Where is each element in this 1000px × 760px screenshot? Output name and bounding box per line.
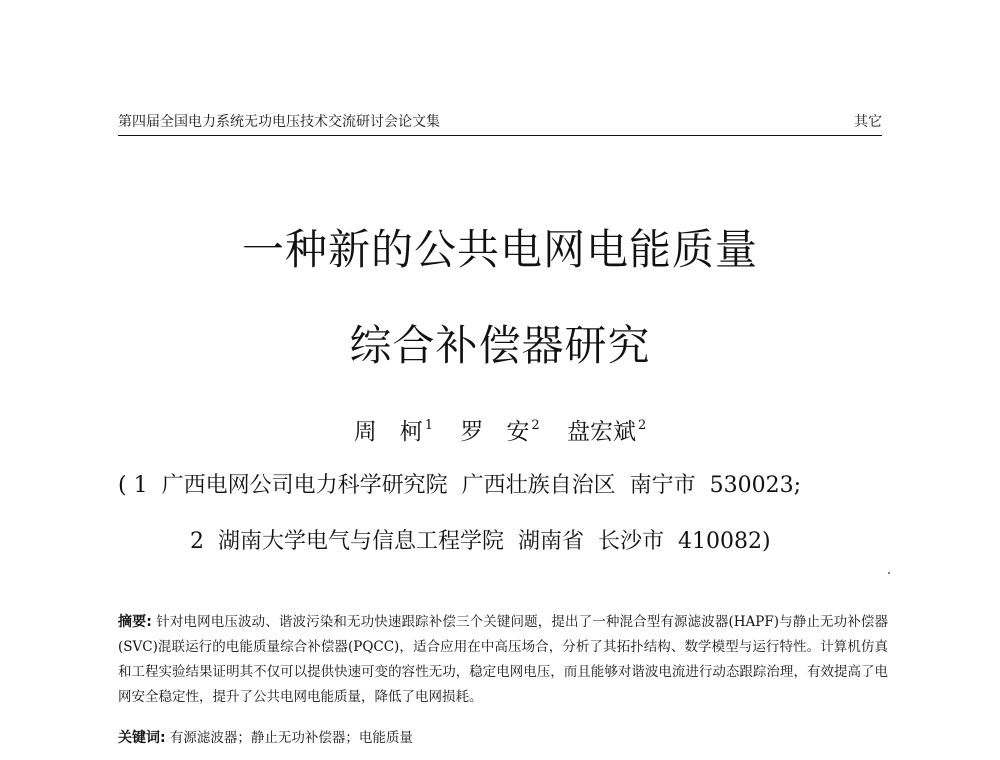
running-header bbox=[118, 110, 882, 134]
paper-title-line-2: 综合补偿器研究 bbox=[349, 321, 651, 370]
affiliation-institute: 广西电网公司电力科学研究院 bbox=[161, 473, 448, 498]
author-name: 周 柯 bbox=[353, 419, 423, 445]
scan-speck bbox=[888, 572, 890, 574]
affiliation-region: 湖南省 bbox=[518, 529, 585, 554]
header-rule bbox=[118, 135, 882, 136]
section-category: 其它 bbox=[854, 114, 882, 130]
abstract-label: 摘要: bbox=[118, 614, 152, 630]
paper-title-line-1: 一种新的公共电网电能质量 bbox=[241, 225, 758, 274]
affiliation-postcode: 410082) bbox=[678, 529, 771, 554]
author-list bbox=[0, 410, 1000, 448]
keywords bbox=[118, 726, 888, 751]
author-name: 盘宏斌 bbox=[566, 419, 636, 445]
affiliation-postcode: 530023; bbox=[709, 473, 802, 498]
affiliation-prefix: ( 1 bbox=[118, 473, 148, 498]
affiliation-city: 长沙市 bbox=[598, 529, 665, 554]
affiliation-region: 广西壮族自治区 bbox=[461, 473, 616, 498]
affiliation-marker: 2 bbox=[531, 418, 540, 433]
author bbox=[354, 419, 433, 445]
author bbox=[567, 419, 646, 445]
keywords-text: 有源滤波器；静止无功补偿器；电能质量 bbox=[169, 730, 413, 746]
affiliation-prefix: 2 bbox=[190, 529, 204, 554]
affiliation-institute: 湖南大学电气与信息工程学院 bbox=[218, 529, 505, 554]
affiliation-1 bbox=[118, 470, 815, 502]
author bbox=[460, 419, 539, 445]
abstract-text: 针对电网电压波动、谐波污染和无功快速跟踪补偿三个关键问题，提出了一种混合型有源滤波器(HAPF)与静止无功补偿器(SVC)混联运行的电能质量综合补偿器(PQCC)，适合应用在中高压场合，分析了其拓扑结构、数学模型与运行特性。计算机仿真和工程实验结果证明其不仅可以提供快速可变的容性无功，稳定电网电压，而且能够对谐波电流进行动态跟踪治理，有效提高了电网安全稳定性，提升了公共电网电能质量，降低了电网损耗。 bbox=[118, 614, 888, 705]
abstract bbox=[118, 610, 888, 710]
keywords-label: 关键词: bbox=[118, 730, 166, 746]
proceedings-title: 第四届全国电力系统无功电压技术交流研讨会论文集 bbox=[118, 114, 440, 130]
author-name: 罗 安 bbox=[460, 419, 530, 445]
affiliation-2 bbox=[190, 526, 785, 558]
affiliation-marker: 2 bbox=[637, 418, 647, 433]
affiliation-city: 南宁市 bbox=[629, 473, 696, 498]
affiliation-marker: 1 bbox=[424, 418, 434, 433]
